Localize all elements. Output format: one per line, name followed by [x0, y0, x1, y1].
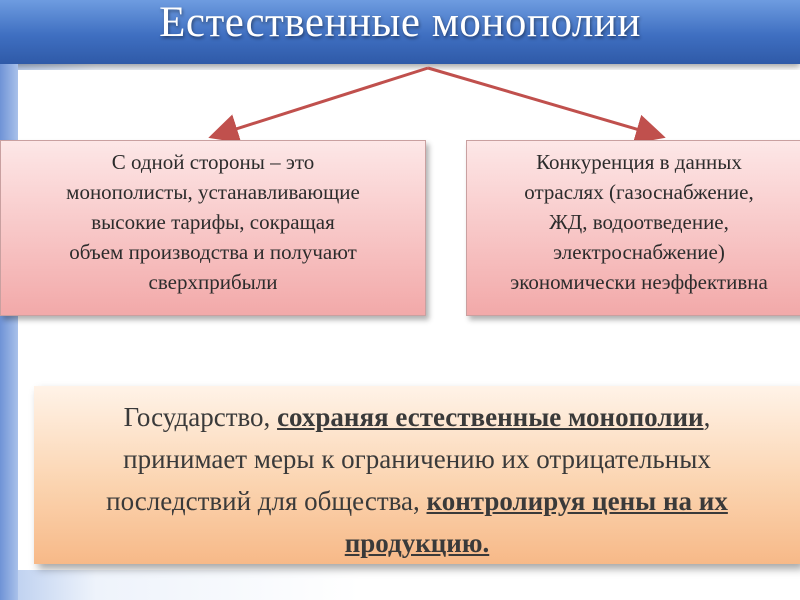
bottom-line-4 — [34, 522, 800, 564]
bottom-comma: , — [703, 402, 711, 432]
right-line-5: экономически неэффективна — [510, 270, 768, 294]
left-line-3: высокие тарифы, сокращая — [91, 210, 335, 234]
underlined-preserving: сохраняя естественные монополии — [277, 402, 704, 432]
right-line-1: Конкуренция в данных — [536, 150, 742, 174]
bottom-line-1 — [34, 396, 800, 438]
right-line-2: отраслях (газоснабжение, — [524, 180, 754, 204]
bottom-line-2: принимает меры к ограничению их отрицательных — [123, 444, 711, 474]
bottom-line-3 — [34, 480, 800, 522]
page-title: Естественные монополии — [159, 0, 641, 46]
competition-box — [466, 140, 800, 316]
monopolists-box — [0, 140, 426, 316]
underlined-controlling: контролируя цены на их — [426, 486, 728, 516]
left-line-1: С одной стороны – это — [111, 150, 315, 174]
bottom-text-1: Государство, — [123, 402, 278, 432]
left-line-2: монополисты, устанавливающие — [66, 180, 360, 204]
state-policy-box — [34, 386, 800, 564]
left-line-4: объем производства и получают — [69, 240, 357, 264]
left-line-5: сверхприбыли — [148, 270, 278, 294]
title-bar — [0, 0, 800, 64]
bottom-text-3: последствий для общества, — [106, 486, 427, 516]
right-line-3: ЖД, водоотведение, — [549, 210, 729, 234]
underlined-products: продукцию. — [344, 528, 490, 558]
right-line-4: электроснабжение) — [553, 240, 725, 264]
